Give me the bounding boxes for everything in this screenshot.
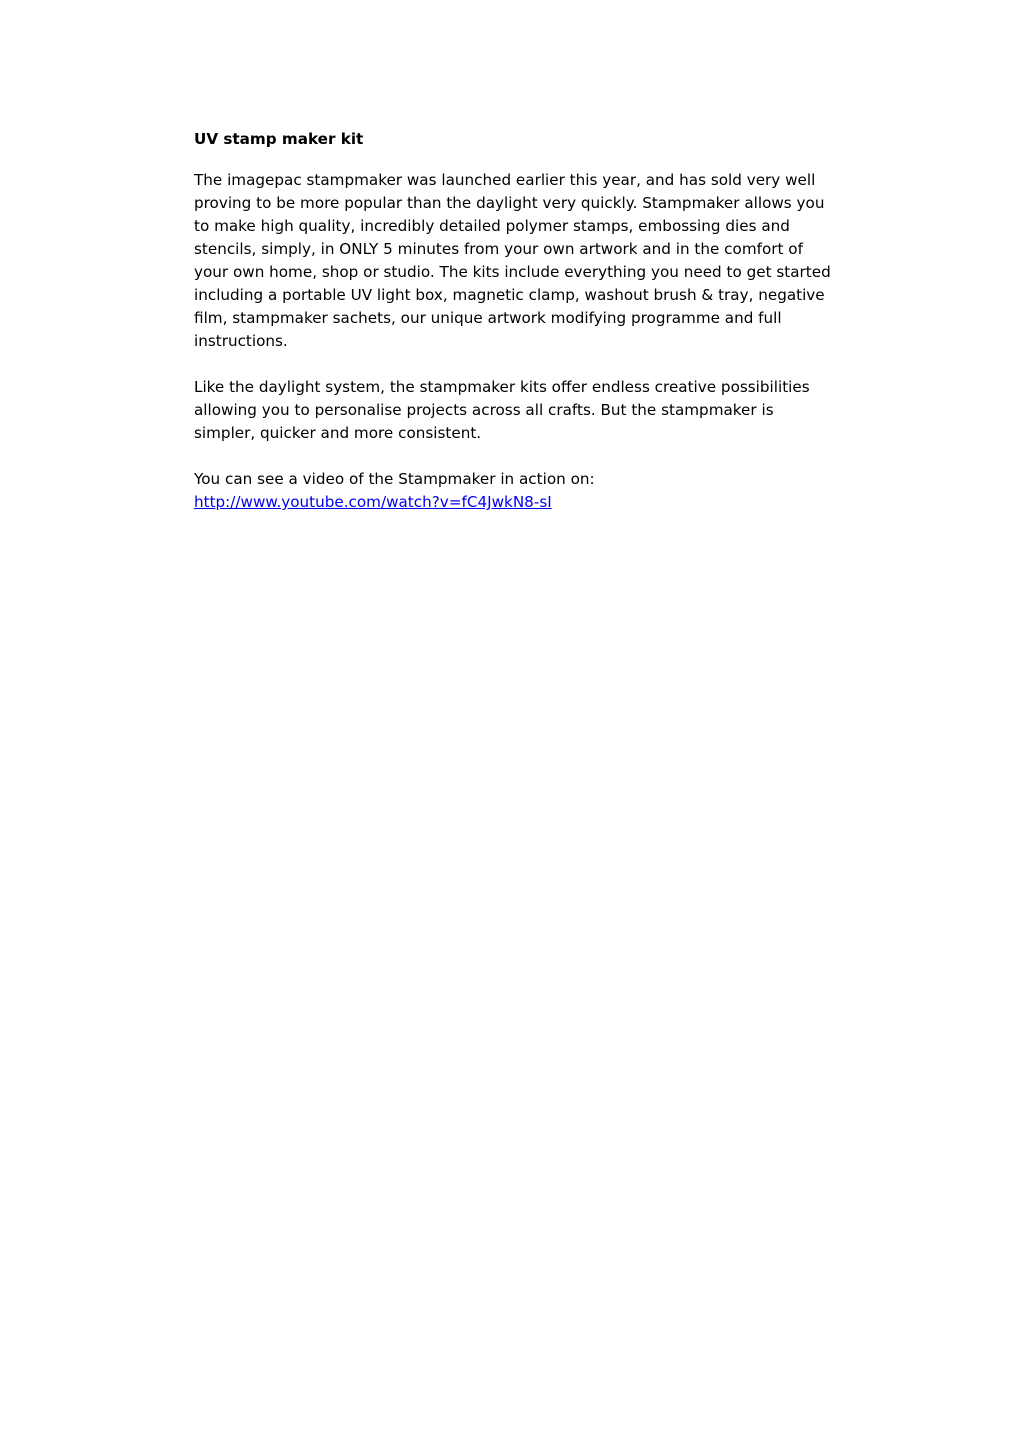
youtube-video-link[interactable]: http://www.youtube.com/watch?v=fC4JwkN8-sI (194, 493, 552, 511)
paragraph-video (194, 468, 834, 514)
video-intro-text: You can see a video of the Stampmaker in action on: (194, 470, 595, 488)
paragraph-comparison: Like the daylight system, the stampmaker kits offer endless creative possibilities allowing you to personalise projects across all crafts. But the stampmaker is simpler, quicker and more consistent. (194, 378, 810, 442)
paragraph-intro: The imagepac stampmaker was launched earlier this year, and has sold very well proving to be more popular than the daylight very quickly. Stampmaker allows you to make high quality, incredibly detailed polymer stamps, embossing dies and stencils, simply, in ONLY 5 minutes from your own artwork and in the comfort of your own home, shop or studio. The kits include everything you need to get started including a portable UV light box, magnetic clamp, washout brush & tray, negative film, stampmaker sachets, our unique artwork modifying programme and full instructions. (194, 171, 831, 350)
document-title: UV stamp maker kit (194, 130, 364, 148)
document-body (194, 128, 834, 514)
